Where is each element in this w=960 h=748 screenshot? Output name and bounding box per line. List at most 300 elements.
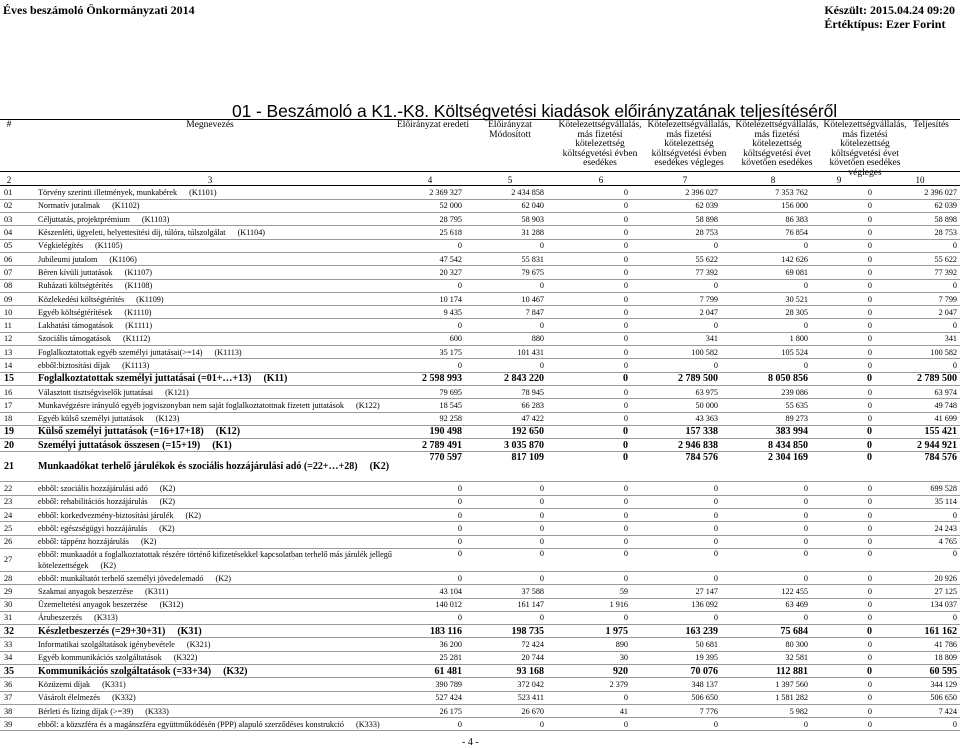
row-value-col7: 77 392 <box>631 266 721 279</box>
row-value-col6: 0 <box>547 571 631 584</box>
row-value-col4: 92 258 <box>393 412 465 425</box>
row-value-col6: 890 <box>547 638 631 651</box>
row-value-col4: 140 012 <box>393 598 465 611</box>
row-name: Kommunikációs szolgáltatások (=33+34) <box>38 665 212 677</box>
row-value-col9: 0 <box>811 691 875 704</box>
table-row <box>0 239 960 252</box>
row-value-col8: 0 <box>721 522 811 535</box>
row-value-col7: 100 582 <box>631 346 721 359</box>
row-name: ebből: munkáltatót terhelő személyi jövedelemadó <box>38 573 204 583</box>
row-value-col7: 506 650 <box>631 691 721 704</box>
row-value-col5: 0 <box>465 495 547 508</box>
row-value-col9: 0 <box>811 548 875 571</box>
row-value-col10: 24 243 <box>875 522 960 535</box>
row-name: Béren kívüli juttatások <box>38 267 113 277</box>
row-label <box>38 346 393 359</box>
row-value-col10: 2 396 027 <box>875 186 960 199</box>
row-value-col10: 2 944 921 <box>875 439 960 452</box>
row-value-col10: 341 <box>875 332 960 345</box>
row-value-col8: 0 <box>721 319 811 332</box>
row-name: Árubeszerzés <box>38 613 83 623</box>
row-value-col4: 0 <box>393 571 465 584</box>
row-value-col5: 192 650 <box>465 425 547 438</box>
row-value-col7: 0 <box>631 482 721 495</box>
colhead-name: Megnevezés <box>186 120 234 130</box>
row-name: Készletbeszerzés (=29+30+31) <box>38 625 166 637</box>
row-code: (K331) <box>102 679 126 689</box>
row-number: 26 <box>0 535 38 548</box>
row-value-col8: 105 524 <box>721 346 811 359</box>
row-value-col7: 55 622 <box>631 252 721 265</box>
row-code: (K12) <box>215 426 241 438</box>
row-value-col8: 0 <box>721 279 811 292</box>
row-value-col8: 0 <box>721 495 811 508</box>
row-value-col8: 1 397 560 <box>721 678 811 691</box>
row-value-col7: 784 576 <box>631 452 721 482</box>
row-value-col10: 7 799 <box>875 292 960 305</box>
row-value-col9: 0 <box>811 279 875 292</box>
row-value-col4: 47 542 <box>393 252 465 265</box>
row-name: Bérleti és lízing díjak (>=39) <box>38 706 134 716</box>
row-label <box>38 509 393 522</box>
row-name: Foglalkoztatottak egyéb személyi juttatásai(>=14) <box>38 347 203 357</box>
row-name: Végkielégítés <box>38 241 84 251</box>
row-label <box>38 678 393 691</box>
row-value-col9: 0 <box>811 399 875 412</box>
row-value-col6: 0 <box>547 319 631 332</box>
row-value-col5: 2 434 858 <box>465 186 547 199</box>
row-value-col5: 66 283 <box>465 399 547 412</box>
row-number: 29 <box>0 585 38 598</box>
colnum: 6 <box>598 175 604 185</box>
row-label <box>38 495 393 508</box>
colnum: 7 <box>682 175 688 185</box>
row-value-col9: 0 <box>811 412 875 425</box>
row-value-col6: 0 <box>547 399 631 412</box>
row-number: 06 <box>0 252 38 265</box>
row-label <box>38 252 393 265</box>
row-value-col10: 699 528 <box>875 482 960 495</box>
table-row <box>0 266 960 279</box>
table-row <box>0 226 960 239</box>
row-value-col5: 198 735 <box>465 625 547 638</box>
row-value-col8: 8 050 856 <box>721 372 811 385</box>
row-value-col10: 62 039 <box>875 199 960 212</box>
table-row <box>0 638 960 651</box>
row-value-col4: 35 175 <box>393 346 465 359</box>
row-value-col4: 0 <box>393 548 465 571</box>
row-value-col6: 0 <box>547 611 631 624</box>
row-value-col6: 0 <box>547 385 631 398</box>
row-value-col10: 155 421 <box>875 425 960 438</box>
row-code: (K11) <box>263 373 288 385</box>
row-value-col7: 0 <box>631 495 721 508</box>
row-value-col5: 55 831 <box>465 252 547 265</box>
row-value-col5: 0 <box>465 535 547 548</box>
row-value-col10: 7 424 <box>875 704 960 717</box>
row-value-col7: 2 946 838 <box>631 439 721 452</box>
row-name: Lakhatási támogatások <box>38 321 114 331</box>
row-value-col7: 0 <box>631 359 721 372</box>
row-value-col6: 30 <box>547 651 631 664</box>
table-row <box>0 651 960 664</box>
row-value-col9: 0 <box>811 638 875 651</box>
row-value-col7: 19 395 <box>631 651 721 664</box>
row-label <box>38 665 393 678</box>
row-value-col4: 0 <box>393 482 465 495</box>
row-value-col5: 7 847 <box>465 306 547 319</box>
row-name: Munkaadókat terhelő járulékok és szociális hozzájárulási adó (=22+…+28) <box>38 461 358 473</box>
colnum: 5 <box>507 175 513 185</box>
table-row <box>0 292 960 305</box>
row-code: (K333) <box>145 706 169 716</box>
row-name: Szociális támogatások <box>38 334 111 344</box>
row-value-col8: 2 304 169 <box>721 452 811 482</box>
row-code: (K2) <box>369 461 390 473</box>
row-value-col7: 0 <box>631 509 721 522</box>
row-value-col4: 0 <box>393 611 465 624</box>
row-value-col10: 60 595 <box>875 665 960 678</box>
row-label <box>38 226 393 239</box>
row-value-col10: 27 125 <box>875 585 960 598</box>
row-number: 24 <box>0 509 38 522</box>
row-code: (K2) <box>100 560 116 570</box>
row-value-col9: 0 <box>811 186 875 199</box>
row-value-col10: 20 926 <box>875 571 960 584</box>
row-code: (K313) <box>94 613 118 623</box>
table-row <box>0 319 960 332</box>
row-value-col8: 5 982 <box>721 704 811 717</box>
row-name: ebből: rehabilitációs hozzájárulás <box>38 497 148 507</box>
table-row <box>0 522 960 535</box>
row-value-col5: 0 <box>465 571 547 584</box>
table-row <box>0 678 960 691</box>
row-value-col5: 817 109 <box>465 452 547 482</box>
table-row <box>0 186 960 199</box>
row-name: Üzemeltetési anyagok beszerzése <box>38 600 148 610</box>
table-row <box>0 665 960 678</box>
row-name: Informatikai szolgáltatások igénybevétele <box>38 640 175 650</box>
created-date: Készült: 2015.04.24 09:20 <box>824 3 955 17</box>
row-value-col5: 79 675 <box>465 266 547 279</box>
row-value-col9: 0 <box>811 292 875 305</box>
row-value-col9: 0 <box>811 359 875 372</box>
row-value-col8: 0 <box>721 359 811 372</box>
row-value-col8: 122 455 <box>721 585 811 598</box>
row-value-col6: 0 <box>547 412 631 425</box>
row-value-col9: 0 <box>811 346 875 359</box>
row-value-col4: 0 <box>393 319 465 332</box>
row-value-col8: 63 469 <box>721 598 811 611</box>
row-label <box>38 292 393 305</box>
row-value-col6: 0 <box>547 509 631 522</box>
row-value-col6: 0 <box>547 292 631 305</box>
row-value-col7: 28 753 <box>631 226 721 239</box>
row-code: (K1106) <box>109 254 137 264</box>
row-value-col6: 0 <box>547 186 631 199</box>
row-value-col4: 52 000 <box>393 199 465 212</box>
row-code: (K322) <box>173 653 198 663</box>
row-code: (K1109) <box>136 294 164 304</box>
row-value-col6: 0 <box>547 359 631 372</box>
row-name: ebből: táppénz hozzájárulás <box>38 537 129 547</box>
table-row <box>0 213 960 226</box>
row-value-col8: 8 434 850 <box>721 439 811 452</box>
row-value-col4: 527 424 <box>393 691 465 704</box>
colnum: 10 <box>915 175 925 185</box>
row-name: Foglalkoztatottak személyi juttatásai (=01+…+13) <box>38 373 252 385</box>
row-name: Törvény szerinti illetmények, munkabérek <box>38 187 178 197</box>
table-row <box>0 425 960 438</box>
row-code: (K1103) <box>141 214 170 224</box>
row-number: 39 <box>0 718 38 731</box>
row-code: (K1113) <box>122 361 150 370</box>
report-org: Éves beszámoló Önkormányzati 2014 <box>3 3 195 17</box>
row-value-col10: 41 786 <box>875 638 960 651</box>
row-number: 27 <box>0 548 38 571</box>
row-value-col10: 0 <box>875 611 960 624</box>
row-value-col8: 30 521 <box>721 292 811 305</box>
row-code: (K1112) <box>123 334 151 344</box>
row-label <box>38 598 393 611</box>
row-number: 10 <box>0 306 38 319</box>
row-value-col4: 2 598 993 <box>393 372 465 385</box>
row-code: (K333) <box>356 719 380 729</box>
row-value-col4: 20 327 <box>393 266 465 279</box>
row-label <box>38 535 393 548</box>
row-value-col8: 1 800 <box>721 332 811 345</box>
table-row <box>0 452 960 482</box>
row-value-col6: 0 <box>547 226 631 239</box>
row-value-col5: 0 <box>465 239 547 252</box>
row-code: (K321) <box>186 640 211 650</box>
row-value-col10: 77 392 <box>875 266 960 279</box>
row-number: 22 <box>0 482 38 495</box>
row-value-col4: 2 789 491 <box>393 439 465 452</box>
row-value-col7: 27 147 <box>631 585 721 598</box>
row-code: (K2) <box>185 510 201 520</box>
row-number: 11 <box>0 319 38 332</box>
row-value-col8: 0 <box>721 239 811 252</box>
row-number: 28 <box>0 571 38 584</box>
row-value-col7: 58 898 <box>631 213 721 226</box>
row-value-col5: 62 040 <box>465 199 547 212</box>
row-value-col8: 0 <box>721 482 811 495</box>
row-number: 36 <box>0 678 38 691</box>
row-value-col10: 41 699 <box>875 412 960 425</box>
colhead-mod: Előirányzat Módosított <box>488 120 532 140</box>
row-label <box>38 638 393 651</box>
row-value-col9: 0 <box>811 226 875 239</box>
row-code: (K32) <box>223 665 248 677</box>
header-divider <box>0 171 960 172</box>
row-value-col9: 0 <box>811 239 875 252</box>
row-value-col8: 0 <box>721 718 811 731</box>
row-code: (K1108) <box>124 281 153 291</box>
row-code: (K1111) <box>125 321 153 331</box>
row-code: (K311) <box>145 586 169 596</box>
row-value-col9: 0 <box>811 266 875 279</box>
row-value-col8: 0 <box>721 548 811 571</box>
row-number: 03 <box>0 213 38 226</box>
row-value-col9: 0 <box>811 665 875 678</box>
value-unit: Értéktípus: Ezer Forint <box>824 17 946 31</box>
row-value-col5: 161 147 <box>465 598 547 611</box>
row-value-col6: 0 <box>547 306 631 319</box>
row-code: (K1102) <box>112 201 140 211</box>
row-value-col7: 0 <box>631 718 721 731</box>
row-code: (K2) <box>140 537 157 547</box>
colnum: 3 <box>207 175 213 185</box>
row-value-col8: 75 684 <box>721 625 811 638</box>
expenditure-table <box>0 186 960 731</box>
row-value-col4: 0 <box>393 718 465 731</box>
row-number: 01 <box>0 186 38 199</box>
row-value-col7: 2 789 500 <box>631 372 721 385</box>
row-value-col4: 79 695 <box>393 385 465 398</box>
row-value-col5: 47 422 <box>465 412 547 425</box>
row-value-col9: 0 <box>811 332 875 345</box>
row-name: Egyéb kommunikációs szolgáltatások <box>38 653 162 663</box>
row-name: Normatív jutalmak <box>38 201 101 211</box>
row-value-col5: 26 670 <box>465 704 547 717</box>
row-label <box>38 611 393 624</box>
row-number: 32 <box>0 625 38 638</box>
row-value-col5: 101 431 <box>465 346 547 359</box>
row-name: Közüzemi díjak <box>38 679 91 689</box>
row-value-col10: 35 114 <box>875 495 960 508</box>
colnum: 8 <box>770 175 776 185</box>
row-value-col4: 0 <box>393 509 465 522</box>
row-value-col6: 0 <box>547 266 631 279</box>
row-value-col6: 0 <box>547 213 631 226</box>
row-value-col6: 0 <box>547 279 631 292</box>
row-value-col5: 0 <box>465 718 547 731</box>
table-row <box>0 372 960 385</box>
table-row <box>0 306 960 319</box>
row-value-col7: 70 076 <box>631 665 721 678</box>
row-name: Munkavégzésre irányuló egyéb jogviszonyban nem saját foglalkoztatottnak fizetett juttatások <box>38 400 345 410</box>
row-value-col9: 0 <box>811 252 875 265</box>
row-value-col5: 3 035 870 <box>465 439 547 452</box>
row-value-col7: 43 363 <box>631 412 721 425</box>
row-label <box>38 412 393 425</box>
row-code: (K1104) <box>237 228 266 238</box>
row-label <box>38 439 393 452</box>
row-number: 13 <box>0 346 38 359</box>
row-label <box>38 651 393 664</box>
row-code: (K2) <box>159 523 175 533</box>
row-label <box>38 213 393 226</box>
row-label <box>38 452 393 482</box>
row-name: ebből: szociális hozzájárulási adó <box>38 484 148 494</box>
row-code: (K1105) <box>95 241 123 251</box>
row-label <box>38 199 393 212</box>
row-value-col5: 880 <box>465 332 547 345</box>
table-row <box>0 704 960 717</box>
row-value-col10: 134 037 <box>875 598 960 611</box>
row-number: 04 <box>0 226 38 239</box>
row-value-col4: 9 435 <box>393 306 465 319</box>
row-name: Külső személyi juttatások (=16+17+18) <box>38 426 204 438</box>
row-value-col9: 0 <box>811 385 875 398</box>
row-label <box>38 704 393 717</box>
row-value-col6: 0 <box>547 239 631 252</box>
row-label <box>38 482 393 495</box>
row-value-col10: 2 047 <box>875 306 960 319</box>
row-value-col9: 0 <box>811 571 875 584</box>
row-value-col10: 18 809 <box>875 651 960 664</box>
row-value-col9: 0 <box>811 439 875 452</box>
row-value-col10: 0 <box>875 319 960 332</box>
row-value-col10: 0 <box>875 509 960 522</box>
table-row <box>0 718 960 731</box>
row-value-col5: 0 <box>465 548 547 571</box>
row-value-col6: 0 <box>547 199 631 212</box>
row-value-col4: 0 <box>393 535 465 548</box>
row-value-col7: 7 776 <box>631 704 721 717</box>
row-number: 20 <box>0 439 38 452</box>
row-value-col6: 0 <box>547 439 631 452</box>
row-value-col4: 25 281 <box>393 651 465 664</box>
row-label <box>38 522 393 535</box>
row-label <box>38 399 393 412</box>
row-value-col5: 37 588 <box>465 585 547 598</box>
row-value-col10: 49 748 <box>875 399 960 412</box>
row-value-col6: 1 916 <box>547 598 631 611</box>
row-value-col9: 0 <box>811 598 875 611</box>
row-value-col7: 62 039 <box>631 199 721 212</box>
table-row <box>0 252 960 265</box>
row-value-col6: 0 <box>547 495 631 508</box>
row-value-col5: 93 168 <box>465 665 547 678</box>
colnum: 2 <box>6 175 12 185</box>
row-label <box>38 306 393 319</box>
row-value-col8: 0 <box>721 571 811 584</box>
row-code: (K2) <box>215 573 231 583</box>
row-name: Szakmai anyagok beszerzése <box>38 586 134 596</box>
row-value-col4: 0 <box>393 522 465 535</box>
row-value-col9: 0 <box>811 651 875 664</box>
row-value-col4: 2 369 327 <box>393 186 465 199</box>
row-value-col7: 136 092 <box>631 598 721 611</box>
row-value-col8: 76 854 <box>721 226 811 239</box>
row-number: 02 <box>0 199 38 212</box>
row-number: 31 <box>0 611 38 624</box>
row-value-col7: 2 396 027 <box>631 186 721 199</box>
row-value-col6: 2 379 <box>547 678 631 691</box>
row-value-col6: 0 <box>547 332 631 345</box>
table-row <box>0 279 960 292</box>
table-row <box>0 482 960 495</box>
row-label <box>38 372 393 385</box>
row-number: 14 <box>0 359 38 372</box>
row-value-col5: 78 945 <box>465 385 547 398</box>
row-value-col10: 0 <box>875 279 960 292</box>
row-value-col5: 58 903 <box>465 213 547 226</box>
table-row <box>0 585 960 598</box>
row-value-col5: 0 <box>465 522 547 535</box>
row-value-col4: 190 498 <box>393 425 465 438</box>
row-value-col6: 0 <box>547 252 631 265</box>
row-code: (K1107) <box>124 267 153 277</box>
row-number: 21 <box>0 452 38 482</box>
row-value-col8: 112 881 <box>721 665 811 678</box>
row-value-col7: 0 <box>631 239 721 252</box>
row-number: 18 <box>0 412 38 425</box>
row-label <box>38 625 393 638</box>
row-value-col7: 63 975 <box>631 385 721 398</box>
